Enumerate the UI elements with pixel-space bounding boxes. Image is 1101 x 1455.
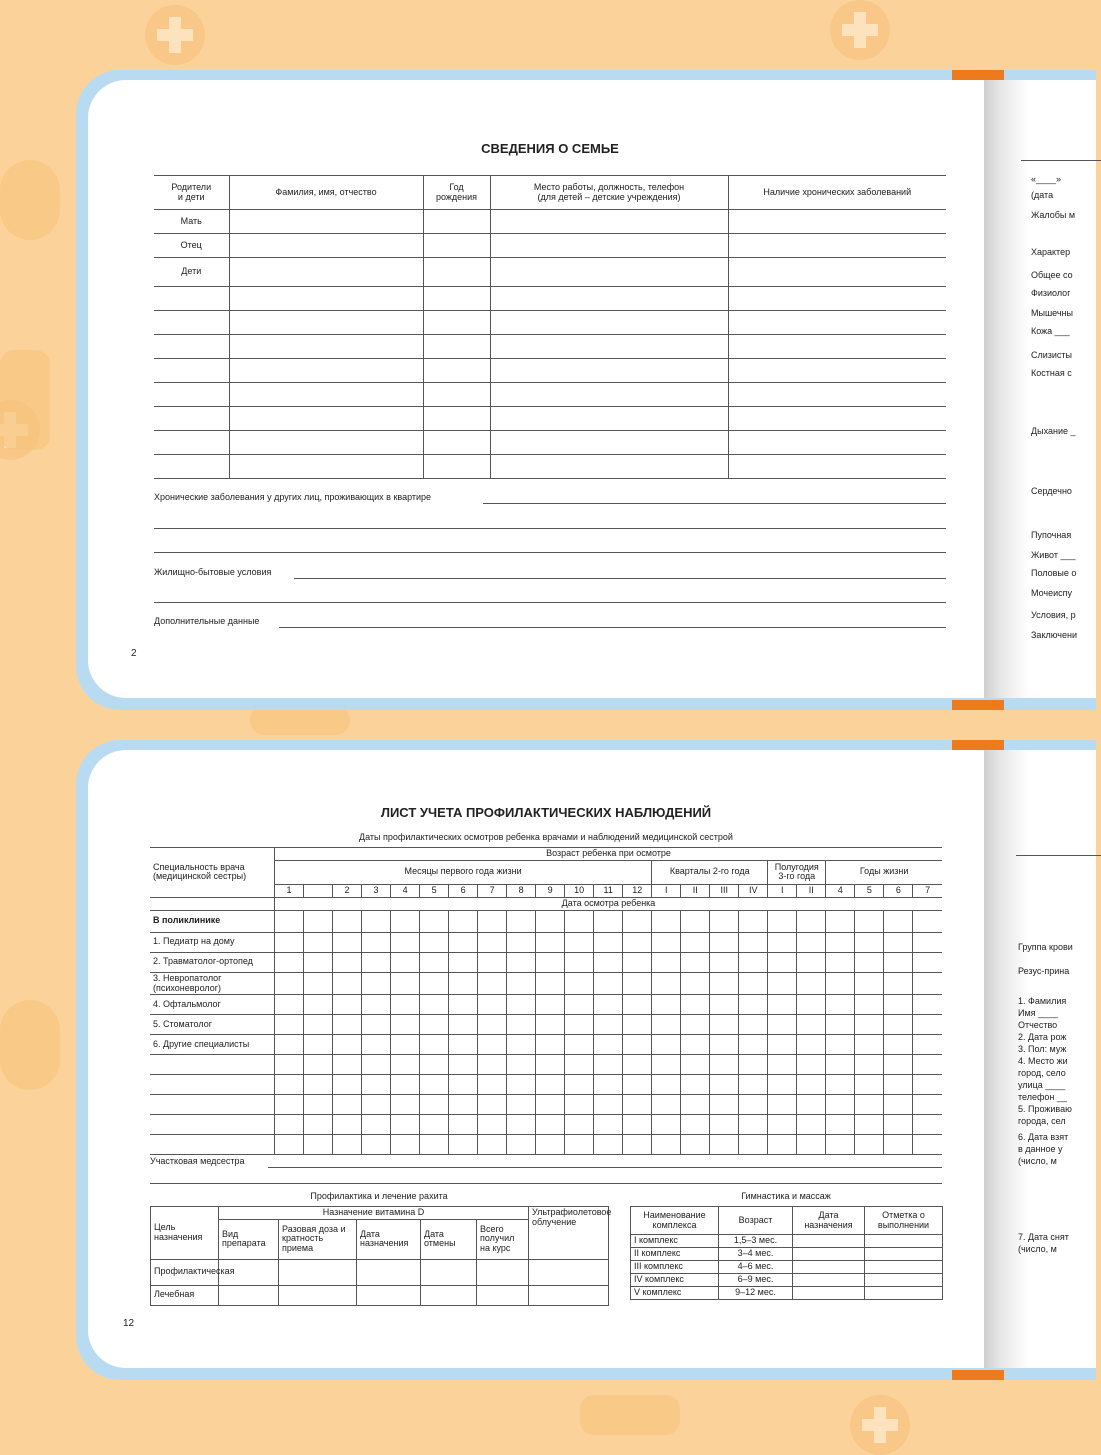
row-label: Мать (154, 210, 229, 234)
side-page-text: Живот ___ (1031, 550, 1076, 560)
age-column-label: II (681, 884, 710, 897)
table-row (150, 1095, 942, 1115)
table-row (150, 995, 942, 1015)
row-label: 6. Другие специалисты (150, 1035, 275, 1055)
pill-icon (580, 1395, 680, 1435)
row-label (150, 1095, 275, 1115)
table-row (631, 1287, 943, 1300)
column-header: Возраст (719, 1207, 793, 1235)
side-page-text: Имя ____ (1018, 1008, 1059, 1018)
row-label (154, 383, 229, 407)
complex-age: 4–6 мес. (719, 1261, 793, 1274)
family-table (154, 175, 946, 479)
row-label: В поликлинике (150, 910, 275, 932)
additional-data-field-label: Дополнительные данные (154, 616, 260, 626)
row-label (154, 287, 229, 311)
age-header: Возраст ребенка при осмотре (275, 848, 943, 861)
row-label: Лечебная (151, 1285, 219, 1305)
column-header: Вид препарата (219, 1219, 279, 1259)
side-page-text: Половые о (1031, 568, 1077, 578)
row-label (154, 359, 229, 383)
page-title: ЛИСТ УЧЕТА ПРОФИЛАКТИЧЕСКИХ НАБЛЮДЕНИЙ (380, 805, 712, 820)
side-page-text: Слизисты (1031, 350, 1073, 360)
side-page-text: (число, м (1018, 1244, 1057, 1254)
row-label (154, 407, 229, 431)
row-label (150, 1055, 275, 1075)
side-page-text: «____» (1031, 174, 1062, 184)
side-page-text: Группа крови (1018, 942, 1073, 952)
side-page-text: Сердечно (1031, 486, 1072, 496)
side-page-text: 4. Место жи (1018, 1056, 1068, 1066)
age-column-label: 11 (594, 884, 623, 897)
fill-line (154, 528, 946, 529)
complex-age: 6–9 мес. (719, 1274, 793, 1287)
row-label: Дети (154, 258, 229, 287)
fill-line (1016, 855, 1101, 856)
age-column-label: 1 (275, 884, 304, 897)
row-label: 4. Офтальмолог (150, 995, 275, 1015)
complex-name: III комплекс (631, 1261, 719, 1274)
bookmark-tab (952, 700, 1004, 710)
column-header: Место работы, должность, телефон (для детей – детские учреждения) (490, 176, 728, 210)
rickets-title: Профилактика и лечение рахита (310, 1191, 448, 1201)
side-page-text: в данное у (1018, 1144, 1063, 1154)
table-row (154, 258, 946, 287)
table-row (154, 335, 946, 359)
side-page-text: 2. Дата рож (1018, 1032, 1067, 1042)
row-label: 3. Невропатолог (психоневролог) (150, 972, 275, 995)
table-row (150, 1135, 942, 1155)
family-info-spread (76, 70, 1096, 710)
column-header: Год рождения (423, 176, 490, 210)
medical-cross-icon (830, 0, 890, 60)
row-label (150, 1115, 275, 1135)
fill-line (150, 1183, 942, 1184)
observation-table (150, 847, 942, 1155)
medical-cross-icon (850, 1395, 910, 1455)
table-row (154, 431, 946, 455)
table-row (154, 234, 946, 258)
nurse-field-label: Участковая медсестра (150, 1156, 245, 1166)
side-page-text: 7. Дата снят (1018, 1232, 1069, 1242)
side-page-text: 3. Пол: муж (1018, 1044, 1067, 1054)
age-column-label: 10 (565, 884, 594, 897)
side-page-text: Костная с (1031, 368, 1072, 378)
table-row (631, 1235, 943, 1248)
age-column-label: 8 (507, 884, 536, 897)
side-page-text: 1. Фамилия (1018, 996, 1067, 1006)
column-header: Дата отмены (421, 1219, 477, 1259)
age-column-label: 3 (362, 884, 391, 897)
chronic-diseases-field-label: Хронические заболевания у других лиц, проживающих в квартире (154, 492, 432, 502)
column-header: Отметка о выполнении (865, 1207, 943, 1235)
table-row (150, 952, 942, 972)
age-column-label: 2 (333, 884, 362, 897)
table-row (150, 1075, 942, 1095)
table-row (150, 1015, 942, 1035)
side-page-text: Характер (1031, 247, 1071, 257)
side-page-text: 6. Дата взят (1018, 1132, 1069, 1142)
table-row (151, 1259, 609, 1285)
column-header: Родители и дети (154, 176, 229, 210)
table-row (154, 407, 946, 431)
fill-line (268, 1167, 942, 1168)
table-row (631, 1248, 943, 1261)
complex-name: IV комплекс (631, 1274, 719, 1287)
fill-line (483, 503, 946, 504)
side-page-text: Отчество (1018, 1020, 1058, 1030)
vitamin-d-header: Назначение витамина D (219, 1207, 529, 1220)
complex-age: 9–12 мес. (719, 1287, 793, 1300)
column-header: Ультрафиолетовое облучение (529, 1207, 609, 1260)
left-page (88, 750, 986, 1368)
halves-header: Полугодия 3-го года (768, 860, 826, 884)
fill-line (294, 578, 946, 579)
age-column-label: 4 (391, 884, 420, 897)
side-page-text: телефон __ (1018, 1092, 1067, 1102)
medical-cross-icon (145, 5, 205, 65)
side-page-text: Пупочная (1031, 530, 1072, 540)
age-column-label: 5 (855, 884, 884, 897)
age-column-label: 4 (826, 884, 855, 897)
age-column-label: 6 (884, 884, 913, 897)
specialty-header: Специальность врача (медицинской сестры) (150, 848, 275, 898)
table-row (631, 1274, 943, 1287)
bookmark-tab (952, 70, 1004, 80)
column-header: Всего получил на курс (477, 1219, 529, 1259)
side-page-text: (дата (1031, 190, 1054, 200)
table-row (154, 311, 946, 335)
age-column-label: 7 (913, 884, 942, 897)
right-page-edge (984, 80, 1096, 698)
row-label: Профилактическая (151, 1259, 219, 1285)
complex-age: 1,5–3 мес. (719, 1235, 793, 1248)
side-page-text: улица ____ (1018, 1080, 1066, 1090)
column-header: Разовая доза и кратность приема (279, 1219, 357, 1259)
column-header: Дата назначения (357, 1219, 421, 1259)
table-row (154, 455, 946, 479)
side-page-text: Условия, р (1031, 610, 1076, 620)
age-column-label: 9 (536, 884, 565, 897)
table-row (150, 1055, 942, 1075)
side-page-text: города, сел (1018, 1116, 1066, 1126)
fill-line (154, 602, 946, 603)
table-row (154, 383, 946, 407)
side-page-text: Заключени (1031, 630, 1077, 640)
age-column-label: 7 (478, 884, 507, 897)
months-header: Месяцы первого года жизни (275, 860, 652, 884)
table-row (151, 1285, 609, 1305)
side-page-text: Физиолог (1031, 288, 1071, 298)
side-page-text: Жалобы м (1031, 210, 1076, 220)
row-label (150, 1135, 275, 1155)
side-page-text: (число, м (1018, 1156, 1057, 1166)
side-page-text: Мочеиспу (1031, 588, 1073, 598)
table-row (150, 1035, 942, 1055)
medicine-jar-icon (0, 350, 50, 450)
age-column-label: IV (739, 884, 768, 897)
side-page-text: Дыхание _ (1031, 426, 1076, 436)
complex-age: 3–4 мес. (719, 1248, 793, 1261)
fill-line (154, 552, 946, 553)
row-label: 1. Педиатр на дому (150, 932, 275, 952)
age-column-label (304, 884, 333, 897)
observation-sheet-spread (76, 740, 1096, 1380)
page-title: СВЕДЕНИЯ О СЕМЬЕ (481, 141, 619, 156)
years-header: Годы жизни (826, 860, 942, 884)
age-column-label: 6 (449, 884, 478, 897)
side-page-text: Общее со (1031, 270, 1073, 280)
column-header: Цель назначения (151, 1207, 219, 1260)
table-row (154, 210, 946, 234)
gym-table (630, 1206, 943, 1300)
quarters-header: Кварталы 2-го года (652, 860, 768, 884)
table-row (154, 287, 946, 311)
table-header-row (154, 176, 946, 210)
table-row (150, 910, 942, 932)
heart-icon (0, 160, 60, 240)
page-number: 2 (131, 648, 137, 659)
complex-name: I комплекс (631, 1235, 719, 1248)
left-page (88, 80, 986, 698)
fill-line (1021, 160, 1101, 161)
row-label (150, 1075, 275, 1095)
bookmark-tab (952, 740, 1004, 750)
side-page-text: Кожа ___ (1031, 326, 1070, 336)
side-page-text: город, село (1018, 1068, 1066, 1078)
column-header: Дата назначения (793, 1207, 865, 1235)
table-row (154, 359, 946, 383)
page-subtitle: Даты профилактических осмотров ребенка врачами и наблюдений медицинской сестрой (359, 832, 733, 842)
age-column-label: I (652, 884, 681, 897)
side-page-text: Мышечны (1031, 308, 1074, 318)
column-header: Наименование комплекса (631, 1207, 719, 1235)
page-number: 12 (123, 1318, 135, 1329)
age-column-label: III (710, 884, 739, 897)
age-column-label: 12 (623, 884, 652, 897)
table-row (631, 1261, 943, 1274)
table-row (150, 932, 942, 952)
row-label: Отец (154, 234, 229, 258)
date-header: Дата осмотра ребенка (275, 897, 943, 910)
age-column-label: I (768, 884, 797, 897)
row-label (154, 455, 229, 479)
gym-title: Гимнастика и массаж (741, 1191, 831, 1201)
complex-name: II комплекс (631, 1248, 719, 1261)
side-page-text: Резус-прина (1018, 966, 1070, 976)
table-row (150, 972, 942, 995)
column-header: Наличие хронических заболеваний (728, 176, 946, 210)
rickets-table (150, 1206, 612, 1306)
row-label (154, 311, 229, 335)
bookmark-tab (952, 1370, 1004, 1380)
column-header: Фамилия, имя, отчество (229, 176, 423, 210)
age-column-label: 5 (420, 884, 449, 897)
complex-name: V комплекс (631, 1287, 719, 1300)
table-row (150, 1115, 942, 1135)
side-page-text: 5. Проживаю (1018, 1104, 1072, 1114)
row-label (154, 335, 229, 359)
fill-line (279, 627, 946, 628)
heart-icon (0, 1000, 60, 1090)
row-label (154, 431, 229, 455)
living-conditions-field-label: Жилищно-бытовые условия (154, 567, 272, 577)
age-column-label: II (797, 884, 826, 897)
row-label: 5. Стоматолог (150, 1015, 275, 1035)
row-label: 2. Травматолог-ортопед (150, 952, 275, 972)
